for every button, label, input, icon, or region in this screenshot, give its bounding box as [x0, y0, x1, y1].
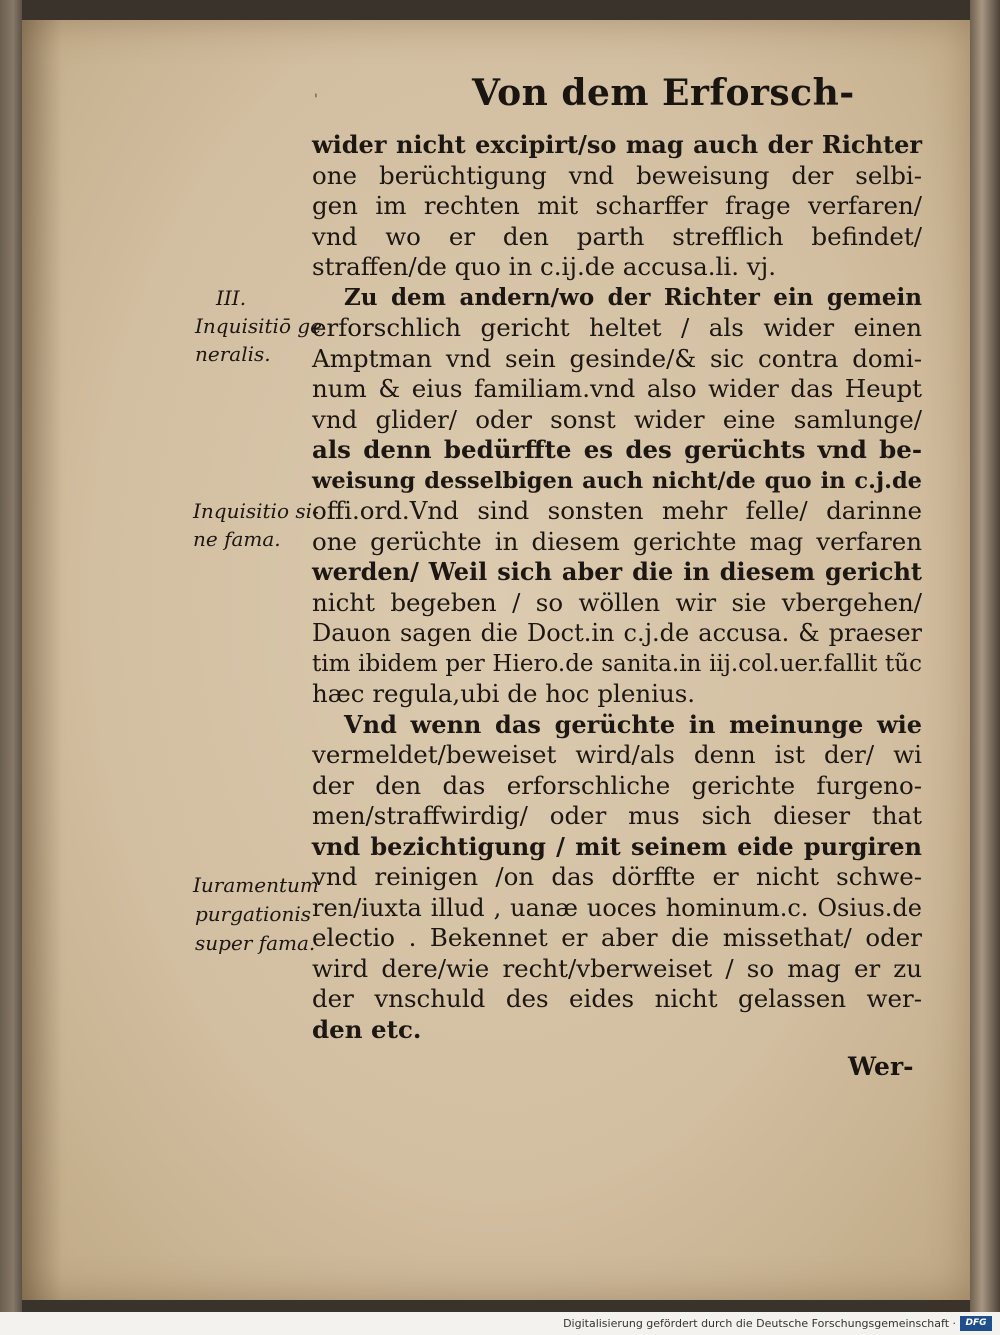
text-line: Amptman vnd sein gesinde/& sic contra domi-	[312, 343, 922, 373]
text-line: erforschlich gericht heltet / als wider einen	[312, 313, 922, 342]
margin-note: Inquisitio si-	[193, 499, 319, 523]
text-line: ren/iuxta illud , uanæ uoces hominum.c. Osius.de	[312, 893, 922, 922]
text-line: Dauon sagen die Doct.in c.j.de accusa. & praeser	[312, 619, 922, 647]
text-line: electio . Bekennet er aber die missethat/ oder	[312, 923, 922, 952]
text-line: men/straffwirdig/ oder mus sich dieser that	[312, 801, 922, 830]
text-line: nicht begeben / so wöllen wir sie vbergehen/	[312, 587, 922, 617]
margin-note: super fama.	[195, 931, 316, 955]
text-line: den etc.	[312, 1014, 422, 1044]
text-line: offi.ord.Vnd sind sonsten mehr felle/ darinne	[312, 496, 922, 525]
text-line: vnd wo er den parth strefflich befindet/	[312, 221, 922, 251]
text-line: der vnschuld des eides nicht gelassen wer-	[312, 984, 922, 1013]
text-line: one gerüchte in diesem gerichte mag verfaren	[312, 526, 922, 556]
page-mark: '	[314, 92, 318, 108]
text-line: als denn bedürffte es des gerüchts vnd be-	[312, 435, 922, 464]
gutter	[970, 0, 1000, 1312]
text-line: wird dere/wie recht/vberweiset / so mag er zu	[312, 953, 922, 983]
text-line: der den das erforschliche gerichte furgeno-	[312, 770, 922, 800]
text-line: tim ibidem per Hiero.de sanita.in iij.col.uer.fallit tũc	[312, 650, 922, 677]
text-line: hæc regula,ubi de hoc plenius.	[312, 679, 696, 708]
text-line: vnd reinigen /on das dörffte er nicht schwe-	[312, 862, 922, 891]
text-line: gen im rechten mit scharffer frage verfaren/	[312, 191, 922, 220]
margin-note: Inquisitiō ge	[195, 314, 322, 338]
margin-note: purgationis	[195, 902, 311, 926]
margin-note: ne fama.	[193, 527, 281, 551]
binding-edge	[0, 0, 22, 1312]
text-line: Vnd wenn das gerüchte in meinunge wie	[344, 709, 922, 739]
text-line: Zu dem andern/wo der Richter ein gemein	[344, 283, 922, 311]
margin-note: Iuramentum	[193, 873, 319, 897]
margin-note-number: III.	[216, 286, 247, 310]
catchword: Wer-	[848, 1052, 914, 1081]
footer-bar	[0, 1312, 1000, 1335]
text-line: vermeldet/beweiset wird/als denn ist der/ wi	[312, 740, 922, 769]
footer-credit: Digitalisierung gefördert durch die Deutsche Forschungsgemeinschaft ·	[563, 1317, 956, 1330]
fold-shadow	[22, 20, 62, 1300]
text-line: weisung desselbigen auch nicht/de quo in c.j.de	[312, 467, 922, 494]
text-line: straffen/de quo in c.ij.de accusa.li. vj.	[312, 252, 777, 281]
body-text	[312, 130, 922, 1045]
text-line: vnd glider/ oder sonst wider eine samlunge/	[312, 404, 922, 434]
dfg-logo: DFG	[960, 1316, 992, 1331]
text-line: werden/ Weil sich aber die in diesem gericht	[312, 557, 922, 586]
margin-note: neralis.	[195, 342, 271, 366]
text-line: vnd bezichtigung / mit seinem eide purgiren	[312, 831, 922, 861]
text-line: one berüchtigung vnd beweisung der selbi-	[312, 160, 922, 190]
text-line: wider nicht excipirt/so mag auch der Richter	[312, 130, 922, 159]
text-line: num & eius familiam.vnd also wider das Heupt	[312, 374, 922, 403]
running-head: Von dem Erforsch-	[472, 72, 855, 114]
